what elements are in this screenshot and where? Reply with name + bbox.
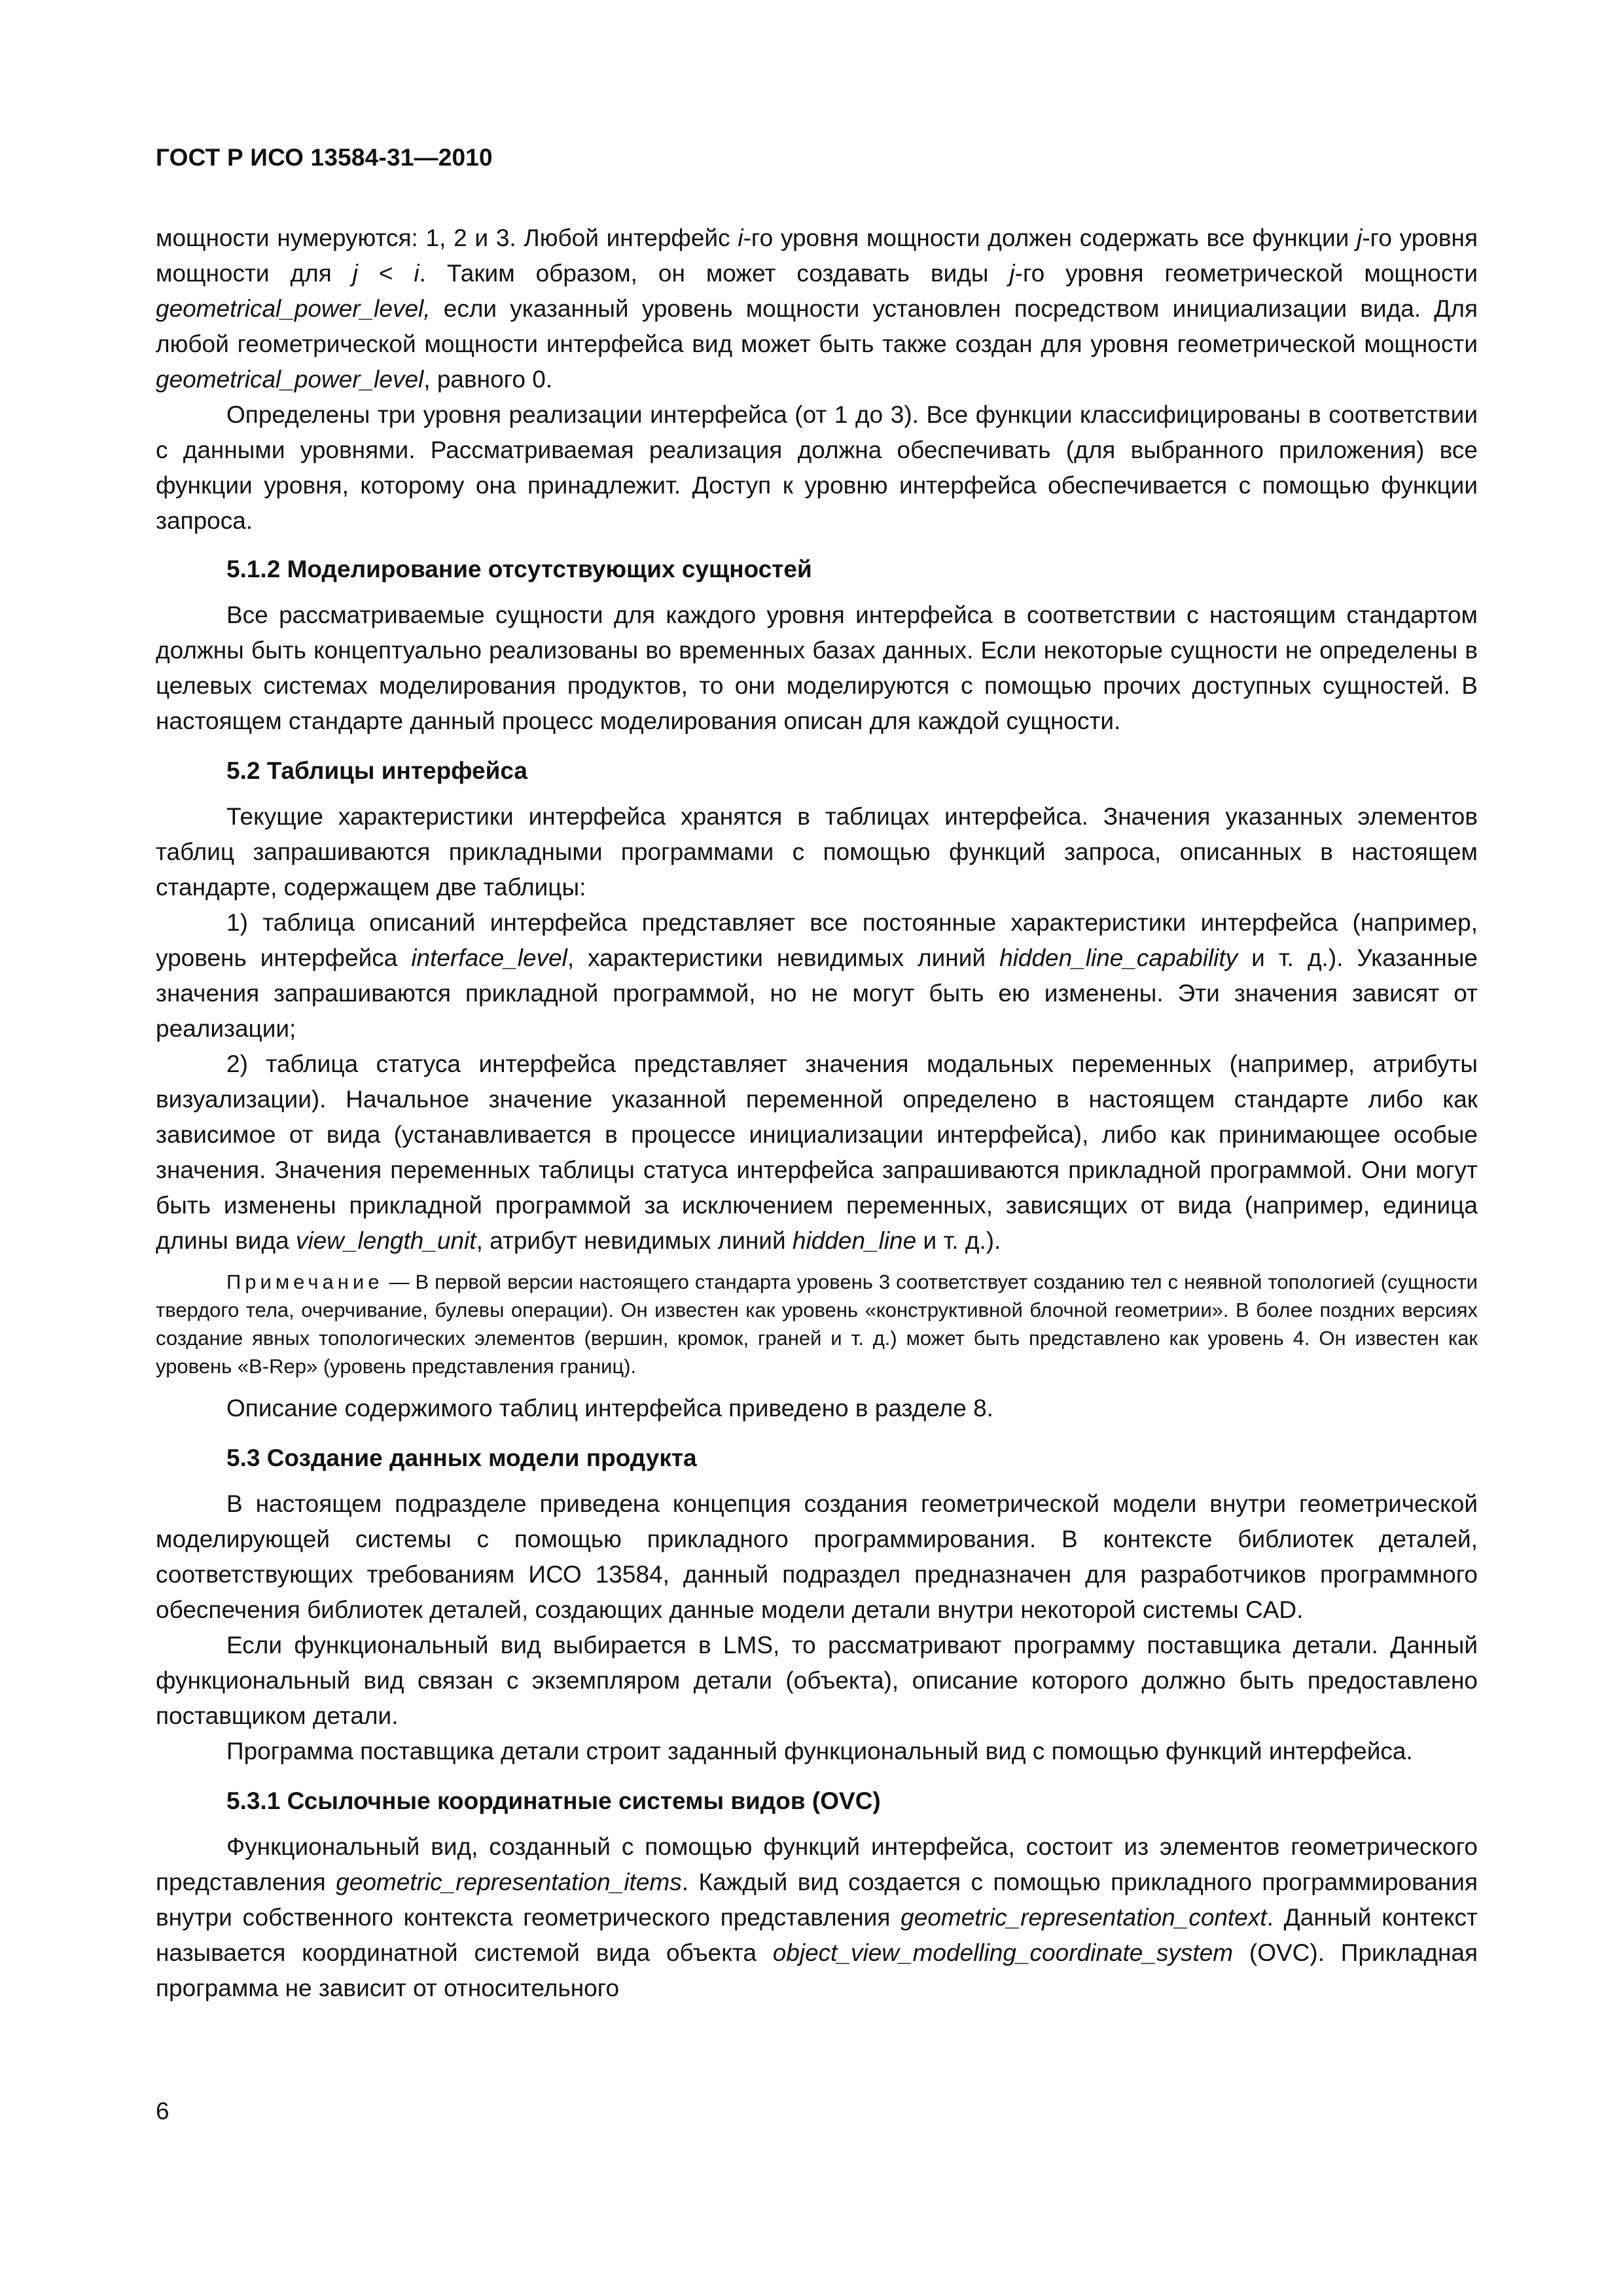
- italic-term: j: [1357, 224, 1363, 251]
- paragraph: Все рассматриваемые сущности для каждого уровня интерфейса в соответствии с настоящим стандартом должны быть концептуально реализованы во временных базах данных. Если некоторые сущности не определены в целевых системах моделирования продуктов, то они моделируются с помощью прочих доступных сущностей. В настоящем стандарте данный процесс моделирования описан для каждой сущности.: [156, 601, 1478, 734]
- paragraph: мощности нумеруются: 1, 2 и 3. Любой интерфейс i-го уровня мощности должен содержать все функции j-го уровня мощности для j < i. Таким образом, он может создавать виды j-го уровня геометрической мощности geometrical_power_level, если указанный уровень мощности установлен посредством инициализации вида. Для любой геометрической мощности интерфейса вид может быть также создан для уровня геометрической мощности geometrical_power_level, равного 0.: [156, 224, 1478, 393]
- italic-term: object_view_modelling_coordinate_system: [772, 1939, 1234, 1966]
- italic-term: i: [414, 260, 419, 287]
- paragraph: Программа поставщика детали строит заданный функциональный вид с помощью функций интерфейса.: [226, 1738, 1413, 1765]
- section-heading-5-3: 5.3 Создание данных модели продукта: [226, 1444, 697, 1471]
- note: [156, 1268, 1478, 1380]
- note-label: Примечание: [226, 1270, 383, 1293]
- document-page: [156, 144, 1478, 2006]
- list-item: 2) таблица статуса интерфейса представляет значения модальных переменных (например, атрибуты визуализации). Начальное значение указанной переменной определено в настоящем стандарте либо как зависимое от вида (устанавливается в процессе инициализации интерфейса), либо как принимающее особые значения. Значения переменных таблицы статуса интерфейса запрашиваются прикладной программой. Они могут быть изменены прикладной программой за исключением переменных, зависящих от вида (например, единица длины вида view_length_unit, атрибут невидимых линий hidden_line и т. д.).: [156, 1050, 1478, 1254]
- italic-term: j: [1009, 260, 1015, 287]
- italic-term: i: [738, 224, 743, 251]
- section-heading-5-1-2: 5.1.2 Моделирование отсутствующих сущностей: [226, 556, 812, 583]
- italic-term: geometrical_power_level: [156, 366, 424, 393]
- italic-term: geometrical_power_level,: [156, 295, 431, 322]
- document-header: ГОСТ Р ИСО 13584-31—2010: [156, 144, 493, 171]
- section-heading-5-2: 5.2 Таблицы интерфейса: [226, 757, 527, 784]
- paragraph: Текущие характеристики интерфейса хранятся в таблицах интерфейса. Значения указанных элементов таблиц запрашиваются прикладными программами с помощью функций запроса, описанных в настоящем стандарте, содержащем две таблицы:: [156, 803, 1478, 901]
- list-item: 1) таблица описаний интерфейса представляет все постоянные характеристики интерфейса (например, уровень интерфейса interface_level, характеристики невидимых линий hidden_line_capability и т. д.). Указанные значения запрашиваются прикладной программой, но не могут быть ею изменены. Эти значения зависят от реализации;: [156, 909, 1478, 1042]
- italic-term: hidden_line: [792, 1227, 917, 1254]
- italic-term: geometric_representation_items: [336, 1869, 682, 1895]
- paragraph: Если функциональный вид выбирается в LMS, то рассматривают программу поставщика детали. Данный функциональный вид связан с экземпляром детали (объекта), описание которого должно быть предоставлено поставщиком детали.: [156, 1632, 1478, 1729]
- italic-term: j: [352, 260, 358, 287]
- section-heading-5-3-1: 5.3.1 Ссылочные координатные системы видов (OVC): [226, 1787, 881, 1814]
- page-number: 6: [156, 2098, 169, 2125]
- italic-term: view_length_unit: [295, 1227, 476, 1254]
- paragraph: Функциональный вид, созданный с помощью функций интерфейса, состоит из элементов геометрического представления geometric_representation_items. Каждый вид создается с помощью прикладного программирования внутри собственного контекста геометрического представления geometric_representation_context. Данный контекст называется координатной системой вида объекта object_view_modelling_coordinate_system (OVC). Прикладная программа не зависит от относительного: [156, 1833, 1478, 2001]
- italic-term: interface_level: [411, 944, 567, 971]
- note-text: — В первой версии настоящего стандарта уровень 3 соответствует созданию тел с неявной топологией (сущности твердого тела, очерчивание, булевы операции). Он известен как уровень «конструктивной блочной геометрии». В более поздних версиях создание явных топологических элементов (вершин, кромок, граней и т. д.) может быть представлено как уровень 4. Он известен как уровень «B-Rep» (уровень представления границ).: [156, 1270, 1478, 1378]
- italic-term: geometric_representation_context: [901, 1904, 1267, 1931]
- paragraph: Определены три уровня реализации интерфейса (от 1 до 3). Все функции классифицированы в соответствии с данными уровнями. Рассматриваемая реализация должна обеспечивать (для выбранного приложения) все функции уровня, которому она принадлежит. Доступ к уровню интерфейса обеспечивается с помощью функции запроса.: [156, 401, 1478, 534]
- paragraph: В настоящем подразделе приведена концепция создания геометрической модели внутри геометрической моделирующей системы с помощью прикладного программирования. В контексте библиотек деталей, соответствующих требованиям ИСО 13584, данный подраздел предназначен для разработчиков программного обеспечения библиотек деталей, создающих данные модели детали внутри некоторой системы CAD.: [156, 1490, 1478, 1623]
- italic-term: hidden_line_capability: [999, 944, 1238, 971]
- paragraph: Описание содержимого таблиц интерфейса приведено в разделе 8.: [226, 1395, 993, 1422]
